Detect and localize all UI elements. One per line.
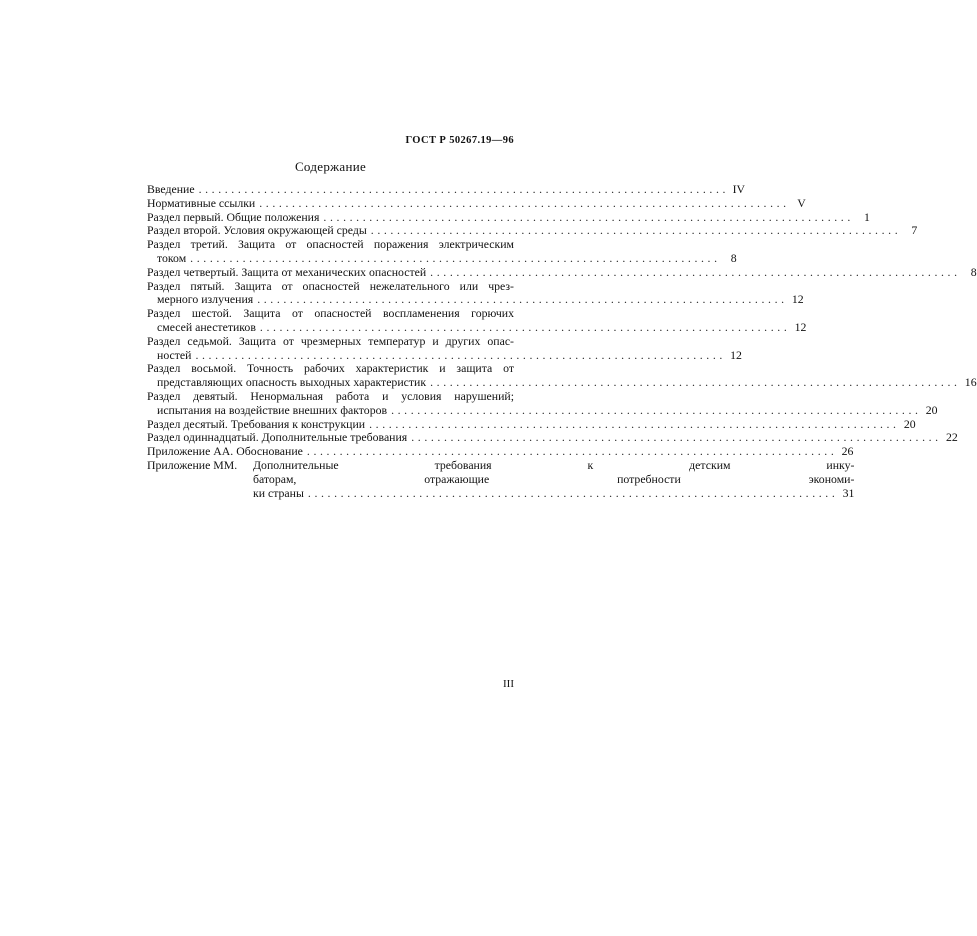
page-title: Содержание	[294, 159, 367, 174]
toc-entry-label: Нормативные ссылки	[147, 195, 256, 210]
toc-entry-label: Раздел первый. Общие положения	[147, 209, 320, 224]
toc-entry-page: 12	[791, 292, 804, 307]
toc-entry-page: 20	[925, 402, 938, 417]
dot-leader: .................................................................................	[195, 347, 726, 362]
dot-leader: .................................................................................	[198, 182, 730, 196]
toc-entry-page: 8	[970, 264, 977, 279]
toc-entry-label: Приложение АА. Обоснование	[147, 444, 303, 459]
toc-entry-label: Раздел восьмой. Точность рабочих характеристик и защита от	[147, 361, 514, 376]
toc-entry-section-8	[147, 361, 977, 390]
toc-entry-section-5	[147, 278, 804, 308]
dot-leader: .................................................................................	[306, 444, 838, 459]
toc-entry-label: Дополнительные требования к детским инку-	[253, 457, 855, 472]
toc-entry-prefix: Приложение ММ.	[147, 457, 238, 472]
dot-leader: .................................................................................	[369, 416, 900, 431]
dot-leader: .................................................................................	[430, 264, 961, 279]
dot-leader: .................................................................................	[190, 250, 721, 265]
toc-entry-label-continued: смесей анестетиков	[157, 319, 256, 334]
dot-leader: .................................................................................	[391, 402, 922, 417]
table-of-contents	[147, 182, 977, 500]
toc-entry-label: Раздел третий. Защита от опасностей поражения электрическим	[147, 237, 514, 252]
toc-entry-page: 1	[864, 209, 870, 224]
page-number: III	[503, 678, 514, 690]
toc-entry-section-4	[147, 264, 977, 280]
toc-entry-page: 12	[730, 347, 742, 362]
toc-entry-page: IV	[732, 182, 746, 196]
toc-entry-label: Раздел второй. Условия окружающей среды	[147, 223, 367, 238]
toc-entry-refs	[147, 195, 806, 211]
toc-entry-intro	[147, 182, 746, 197]
toc-entry-page: 26	[841, 444, 854, 459]
toc-entry-label: Раздел шестой. Защита от опасностей воспламенения горючих	[147, 306, 514, 321]
toc-entry-page: 20	[903, 416, 916, 431]
toc-entry-page: 7	[911, 223, 918, 238]
toc-entry-label-continued: представляющих опасность выходных характеристик	[157, 375, 427, 390]
toc-entry-label: Раздел четвертый. Защита от механических опасностей	[147, 264, 427, 279]
toc-entry-page: 8	[730, 250, 737, 265]
toc-entry-appendix-mm	[147, 457, 855, 500]
toc-entry-page: 16	[964, 375, 977, 390]
toc-entry-label: Раздел девятый. Ненормальная работа и условия нарушений;	[147, 388, 514, 403]
dot-leader: .................................................................................	[323, 209, 854, 224]
document-header-standard: ГОСТ Р 50267.19—96	[405, 135, 514, 146]
toc-entry-section-1	[147, 209, 870, 225]
dot-leader: .................................................................................	[411, 430, 942, 445]
dot-leader: .................................................................................	[259, 195, 790, 210]
toc-entry-label-continued: мерного излучения	[157, 292, 254, 307]
toc-entry-label-continued: баторам, отражающие потребности экономи-	[253, 471, 855, 486]
toc-entry-appendix-aa	[147, 444, 854, 459]
toc-entry-label: Раздел седьмой. Защита от чрезмерных температур и других опас-	[147, 333, 514, 348]
toc-entry-section-9	[147, 388, 938, 418]
toc-entry-section-11	[147, 430, 958, 445]
toc-entry-label: Раздел одиннадцатый. Дополнительные требования	[147, 430, 408, 445]
toc-entry-label: Раздел десятый. Требования к конструкции	[147, 416, 366, 431]
dot-leader: .................................................................................	[307, 485, 839, 500]
toc-entry-section-2	[147, 223, 918, 238]
toc-entry-label: Раздел пятый. Защита от опасностей нежелательного или чрез-	[147, 278, 514, 293]
toc-entry-label-continued: ностей	[157, 347, 192, 362]
toc-entry-section-10	[147, 416, 916, 432]
toc-entry-page: 22	[945, 430, 958, 445]
toc-entry-label-continued: испытания на воздействие внешних факторов	[157, 402, 388, 417]
toc-entry-page: V	[797, 195, 806, 210]
dot-leader: .................................................................................	[259, 319, 791, 334]
dot-leader: .................................................................................	[370, 223, 902, 238]
toc-entry-page: 31	[842, 485, 855, 500]
toc-entry-section-6	[147, 306, 807, 335]
dot-leader: .................................................................................	[430, 375, 961, 390]
dot-leader: .................................................................................	[257, 292, 788, 307]
toc-entry-label: Введение	[147, 182, 195, 196]
toc-entry-label-continued: током	[157, 250, 187, 265]
toc-entry-page: 12	[794, 319, 807, 334]
toc-entry-section-7	[147, 333, 742, 363]
toc-entry-label-continued: ки страны	[253, 485, 304, 500]
toc-entry-section-3	[147, 237, 737, 266]
